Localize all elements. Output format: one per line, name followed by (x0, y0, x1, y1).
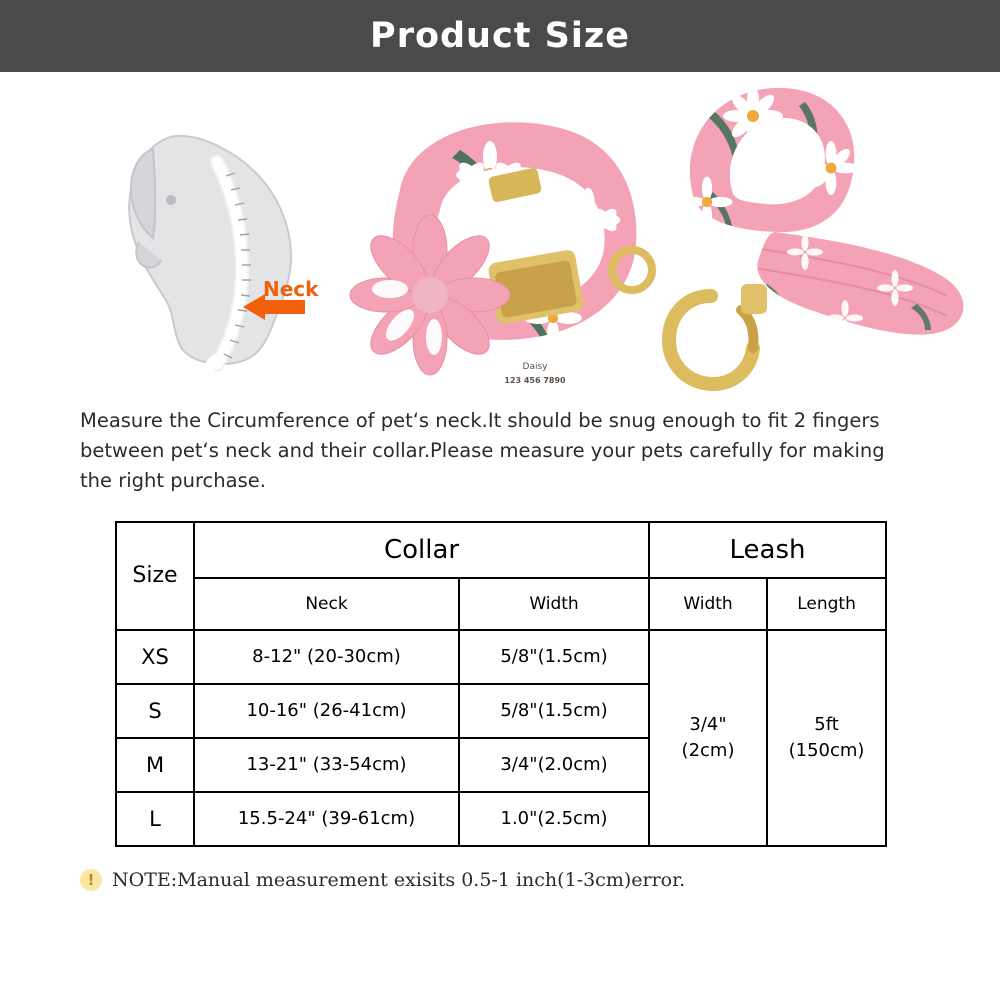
header-collar-width: Width (459, 578, 649, 630)
header-leash-width: Width (649, 578, 767, 630)
measurement-description: Measure the Circumference of pet‘s neck.It should be snug enough to fit 2 fingers between pet‘s neck and their collar.Please measure your pets carefully for making the right purchase. (80, 409, 885, 493)
table-row (116, 630, 886, 684)
header-collar: Collar (194, 522, 649, 578)
note-text: NOTE:Manual measurement exisits 0.5-1 inch(1-3cm)error. (112, 868, 686, 891)
row-size: S (116, 684, 194, 738)
row-size: M (116, 738, 194, 792)
row-collar-neck: 10-16" (26-41cm) (194, 684, 459, 738)
leash-length-merged (767, 630, 886, 846)
page-header (0, 0, 1000, 72)
neck-label: Neck (263, 277, 319, 301)
dog-head-illustration (95, 92, 325, 382)
row-size: XS (116, 630, 194, 684)
table-subheader-row (116, 578, 886, 630)
leash-width-line2: (2cm) (681, 739, 735, 761)
leash-length-line2: (150cm) (788, 739, 865, 761)
leash-length-line1: 5ft (814, 713, 839, 735)
row-collar-neck: 15.5-24" (39-61cm) (194, 792, 459, 846)
flower-accessory (350, 215, 510, 375)
size-table (115, 521, 887, 847)
row-collar-width: 3/4"(2.0cm) (459, 738, 649, 792)
header-size: Size (116, 522, 194, 630)
header-leash-length: Length (767, 578, 886, 630)
row-collar-width: 1.0"(2.5cm) (459, 792, 649, 846)
note-row (80, 869, 920, 891)
row-size: L (116, 792, 194, 846)
leash-width-merged (649, 630, 767, 846)
leash-product-image (655, 72, 985, 402)
row-collar-neck: 13-21" (33-54cm) (194, 738, 459, 792)
leash-width-line1: 3/4" (689, 713, 727, 735)
illustration-area (0, 72, 1000, 402)
header-leash: Leash (649, 522, 886, 578)
table-header-row (116, 522, 886, 578)
exclamation-icon: ! (80, 869, 102, 891)
header-collar-neck: Neck (194, 578, 459, 630)
row-collar-neck: 8-12" (20-30cm) (194, 630, 459, 684)
engraving-name: Daisy (522, 362, 548, 372)
page-title: Product Size (370, 16, 630, 56)
leash-clasp (669, 284, 767, 384)
row-collar-width: 5/8"(1.5cm) (459, 684, 649, 738)
engraving-phone: 123 456 7890 (504, 376, 566, 385)
collar-product-image (340, 80, 680, 390)
size-table-area (115, 521, 885, 847)
row-collar-width: 5/8"(1.5cm) (459, 630, 649, 684)
